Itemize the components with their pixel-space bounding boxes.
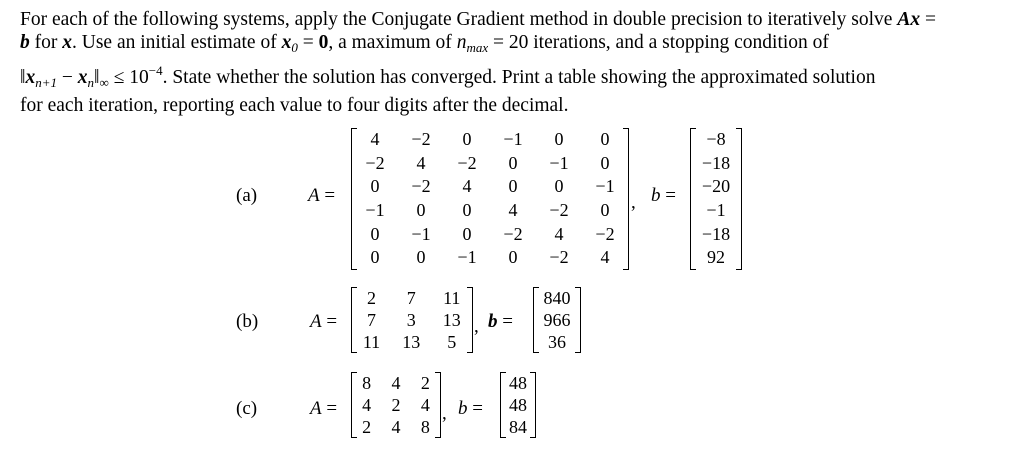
matrix-cell: 0 [508, 176, 518, 197]
part-a-A-equals: A = [308, 185, 336, 206]
matrix-row [352, 152, 628, 176]
part-a-comma: , [631, 192, 636, 213]
matrix-cell: 0 [370, 247, 380, 268]
matrix-cell: 0 [462, 200, 472, 221]
part-b-b-equals: b = [488, 311, 513, 332]
matrix-cell: 840 [543, 287, 571, 308]
matrix-cell: 4 [416, 152, 426, 173]
matrix-cell: 2 [367, 287, 376, 308]
matrix-a-b [690, 128, 742, 270]
matrix-row [534, 309, 580, 331]
matrix-c-b [500, 372, 536, 438]
matrix-row [501, 416, 535, 438]
matrix-cell: 4 [391, 416, 401, 437]
matrix-cell: −1 [706, 200, 726, 221]
matrix-cell: 0 [508, 152, 518, 173]
matrix-cell: −2 [411, 176, 431, 197]
matrix-row [352, 416, 440, 438]
matrix-cell: 13 [442, 309, 461, 330]
matrix-row [691, 128, 741, 152]
part-c-A-equals: A = [310, 398, 338, 419]
matrix-cell: 4 [462, 176, 472, 197]
matrix-row [352, 128, 628, 152]
matrix-cell: −8 [706, 129, 726, 150]
matrix-cell: −1 [503, 129, 523, 150]
matrix-cell: 2 [420, 372, 430, 393]
matrix-cell: 4 [508, 200, 518, 221]
matrix-cell: 966 [543, 309, 571, 330]
matrix-cell: 13 [402, 331, 421, 352]
part-b-A-equals: A = [310, 311, 338, 332]
matrix-cell: 4 [391, 372, 401, 393]
matrix-row [352, 331, 472, 353]
part-c-label: (c) [236, 398, 258, 419]
matrix-cell: 0 [416, 247, 426, 268]
matrix-cell: −2 [549, 247, 569, 268]
matrix-row [352, 175, 628, 199]
intro-text-2e: = 20 iterations, and a stopping condition of [488, 32, 829, 53]
matrix-cell: −1 [549, 152, 569, 173]
intro-line-1: For each of the following systems, apply the Conjugate Gradient method in double precision to iteratively solve Ax = [20, 9, 936, 30]
matrix-cell: 11 [443, 287, 461, 308]
matrix-cell: −2 [457, 152, 477, 173]
matrix-cell: 4 [370, 129, 380, 150]
problem-statement [20, 8, 980, 117]
matrix-cell: −2 [595, 223, 615, 244]
matrix-cell: 4 [420, 394, 430, 415]
matrix-row [352, 372, 440, 394]
matrix-cell: 0 [416, 200, 426, 221]
matrix-cell: −1 [411, 223, 431, 244]
matrix-cell: 0 [462, 129, 472, 150]
matrix-cell: 36 [548, 331, 566, 352]
matrix-row [534, 331, 580, 353]
tolerance-exponent: −4 [148, 63, 163, 78]
matrix-cell: −1 [365, 200, 385, 221]
intro-line-4: for each iteration, reporting each value to four digits after the decimal. [20, 95, 569, 116]
matrix-cell: 0 [508, 247, 518, 268]
matrix-cell: 0 [600, 129, 610, 150]
matrix-cell: 11 [362, 331, 381, 352]
matrix-cell: 0 [554, 129, 564, 150]
matrix-cell: 8 [420, 416, 430, 437]
matrix-cell: 7 [367, 309, 376, 330]
intro-text-2b: . Use an initial estimate of [72, 32, 282, 53]
matrix-cell: 0 [462, 223, 472, 244]
intro-text-1: For each of the following systems, apply the Conjugate Gradient method in double precision to iteratively solve [20, 9, 898, 30]
matrix-cell: −20 [701, 176, 731, 197]
matrix-row [691, 175, 741, 199]
matrix-row [352, 309, 472, 331]
part-a-label: (a) [236, 185, 258, 206]
matrix-cell: 0 [370, 176, 380, 197]
matrix-row [352, 287, 472, 309]
matrix-row [691, 199, 741, 223]
part-c-comma: , [442, 403, 447, 424]
matrix-cell: −2 [549, 200, 569, 221]
matrix-cell: 2 [391, 394, 401, 415]
matrix-row [691, 222, 741, 246]
matrix-cell: 48 [509, 394, 527, 415]
intro-text-2c: = [297, 32, 319, 53]
intro-text-3b: . State whether the solution has converged. Print a table showing the approximated solution [162, 67, 876, 88]
matrix-row [501, 394, 535, 416]
matrix-cell: 4 [362, 394, 372, 415]
matrix-cell: 48 [509, 372, 527, 393]
matrix-cell: −2 [365, 152, 385, 173]
matrix-cell: 0 [554, 176, 564, 197]
matrix-row [352, 394, 440, 416]
matrix-row [352, 199, 628, 223]
matrix-cell: 8 [362, 372, 372, 393]
matrix-b-A [351, 287, 473, 353]
matrix-cell: −2 [411, 129, 431, 150]
matrix-cell: 4 [600, 247, 610, 268]
matrix-cell: −18 [701, 152, 731, 173]
matrix-row [534, 287, 580, 309]
matrix-row [352, 222, 628, 246]
matrix-c-A [351, 372, 441, 438]
matrix-row [352, 246, 628, 270]
matrix-cell: 0 [370, 223, 380, 244]
intro-line-2: b for x. Use an initial estimate of $x_0 = 0$, a maximum of $n_{max} = 20$ iterations, and a stopping condition of [20, 32, 829, 55]
matrix-cell: 4 [554, 223, 564, 244]
part-c-b-equals: b = [458, 398, 483, 419]
matrix-cell: 2 [362, 416, 372, 437]
intro-text-2a: for [29, 32, 63, 53]
intro-text-3a: ≤ 10 [108, 67, 149, 88]
matrix-cell: −2 [503, 223, 523, 244]
matrix-cell: −18 [701, 223, 731, 244]
intro-text-2d: , a maximum of [328, 32, 457, 53]
intro-line-3: $‖x_{n+1}$ − $x_n‖_\infty \le 10^{-4}$. State whether the solution has converged. Print a table showing the approximated solution [20, 63, 876, 90]
matrix-a-A [351, 128, 629, 270]
part-b-label: (b) [236, 311, 259, 332]
matrix-cell: 84 [509, 416, 527, 437]
matrix-row [691, 246, 741, 270]
part-b-comma: , [474, 316, 479, 337]
matrix-cell: 0 [600, 152, 610, 173]
matrix-cell: −1 [457, 247, 477, 268]
part-a-b-equals: b = [651, 185, 676, 206]
matrix-row [691, 152, 741, 176]
matrix-cell: 92 [707, 247, 725, 268]
matrix-b-b [533, 287, 581, 353]
matrix-cell: 0 [600, 200, 610, 221]
matrix-cell: 7 [406, 287, 416, 308]
matrix-cell: −1 [595, 176, 615, 197]
matrix-row [501, 372, 535, 394]
matrix-cell: 5 [447, 331, 457, 352]
matrix-cell: 3 [406, 309, 416, 330]
